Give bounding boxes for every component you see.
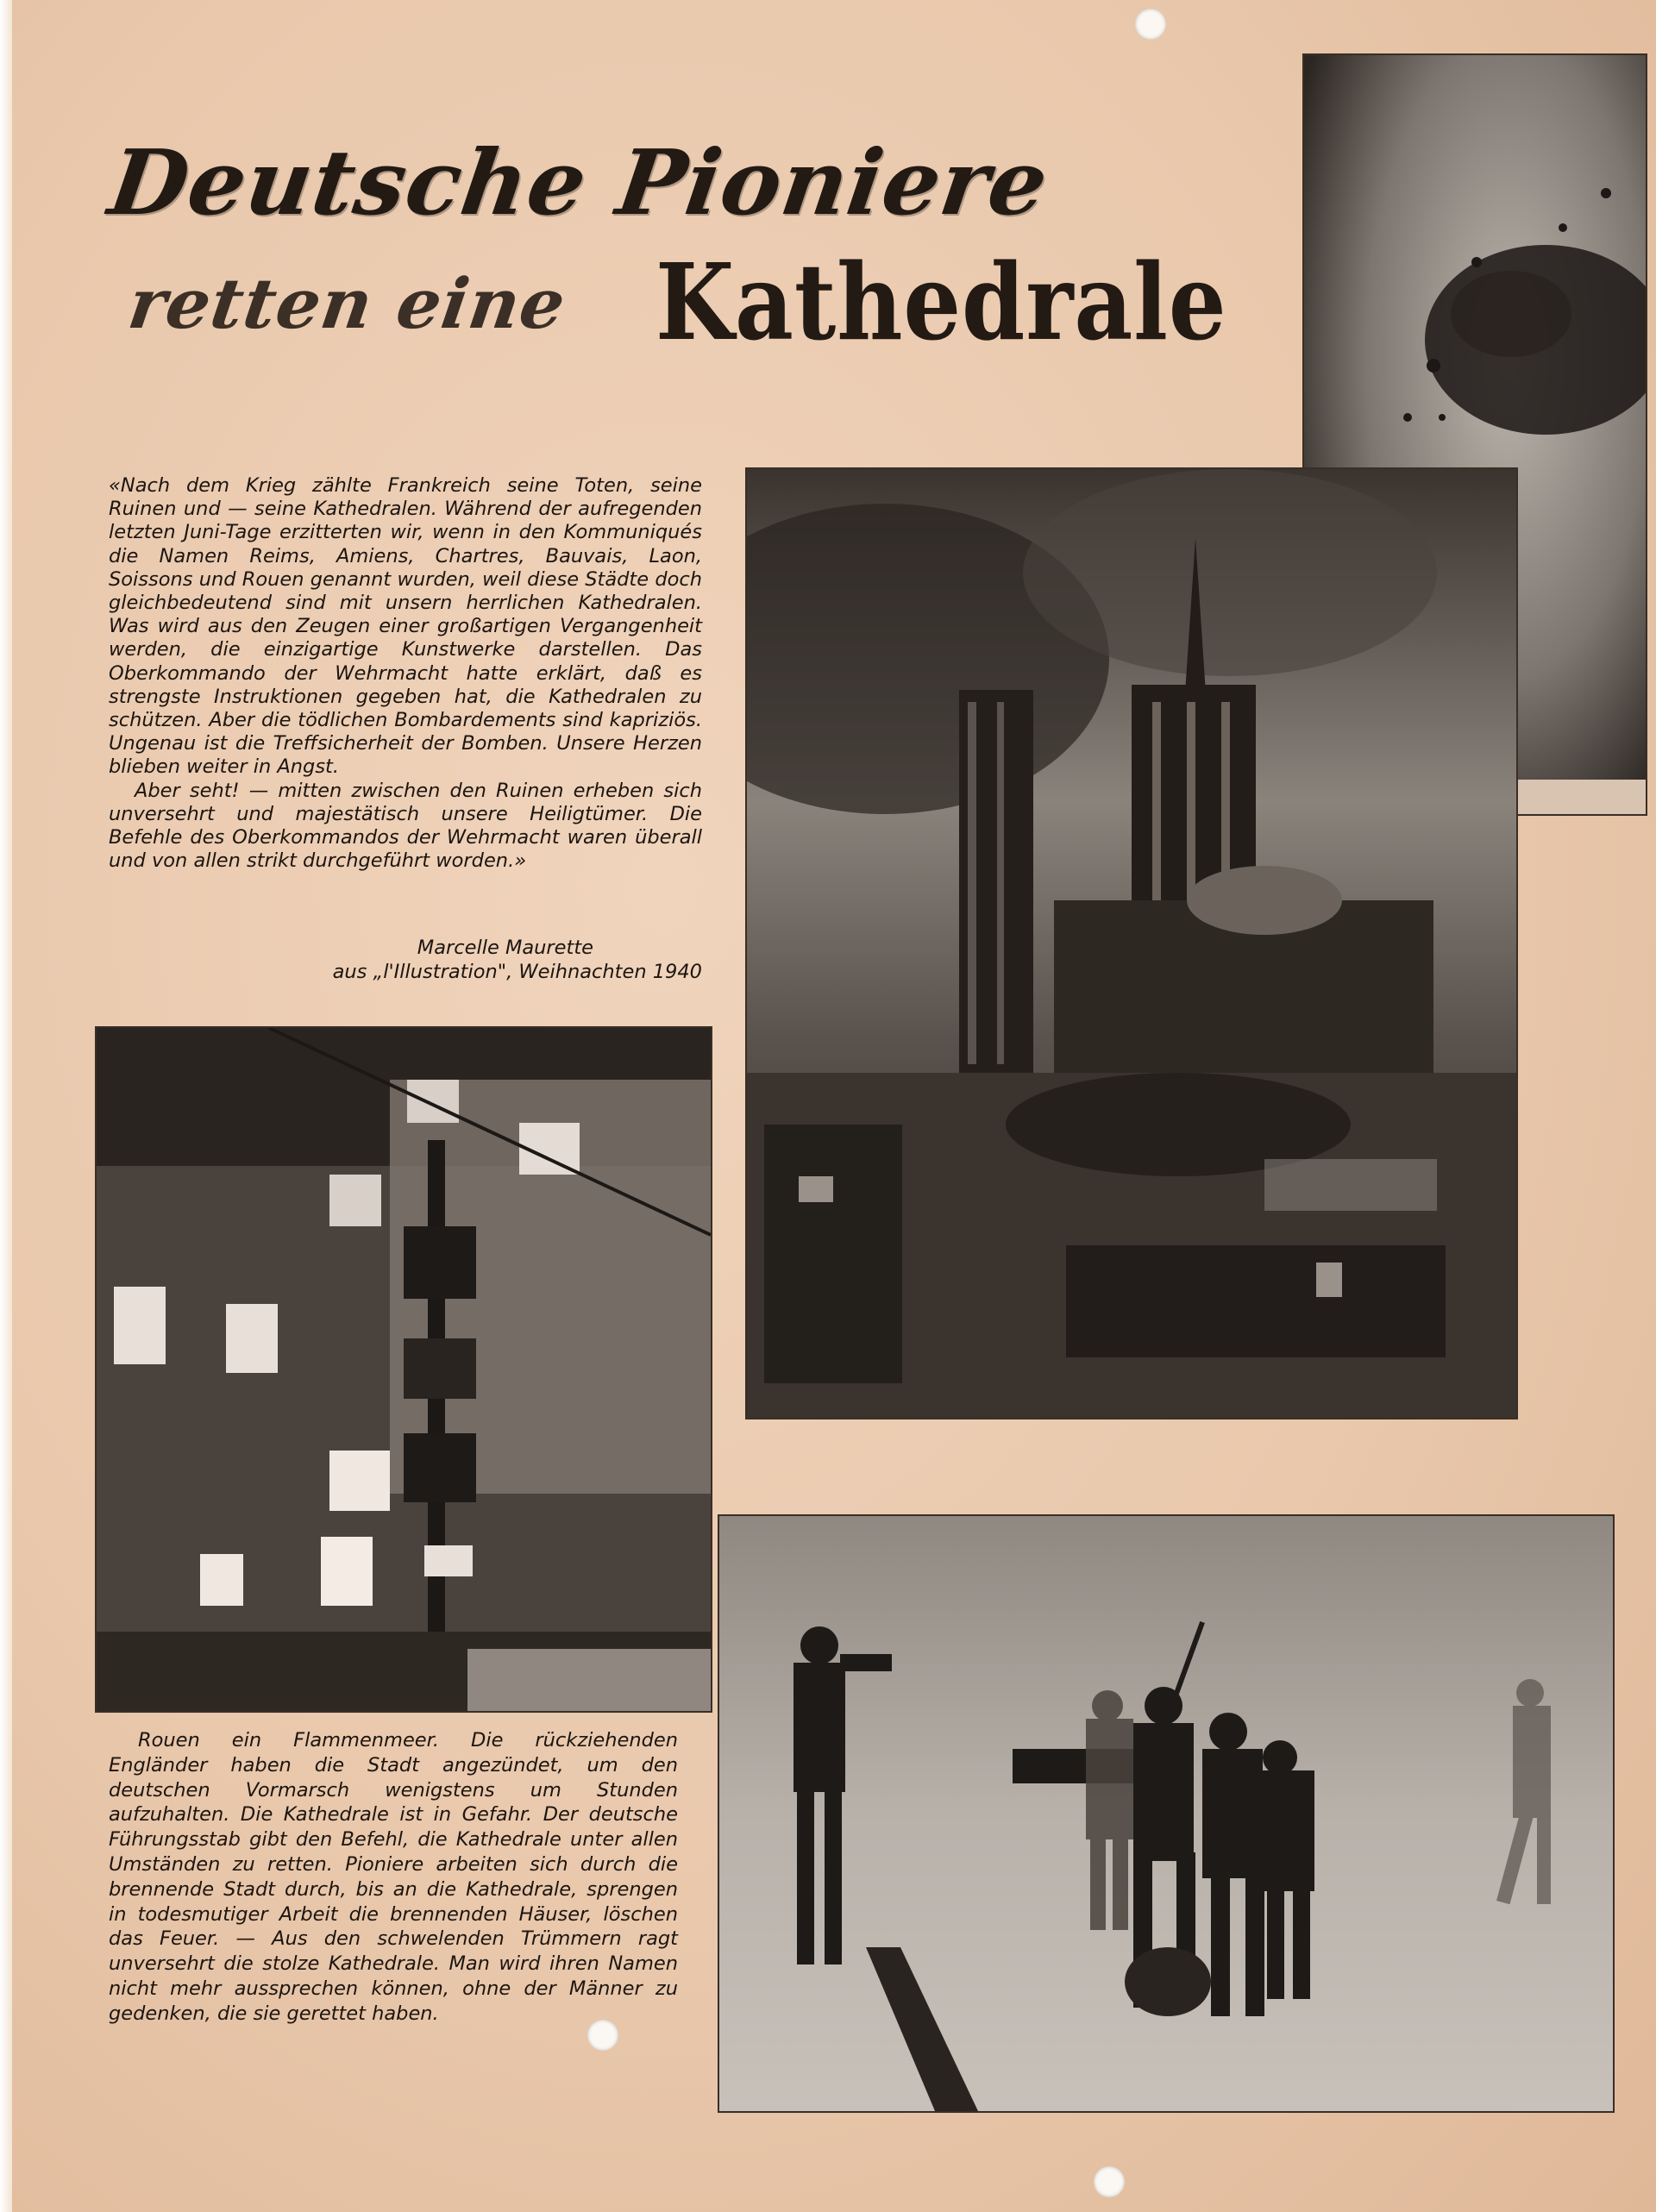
scan-edge	[0, 0, 12, 2212]
credit-author: Marcelle Maurette	[417, 937, 593, 959]
quote-credit	[109, 936, 702, 984]
photo-rouen-cathedral	[745, 467, 1518, 1419]
headline-line-3: Kathedrale	[656, 240, 1227, 364]
photo-burning-rouen	[95, 1026, 712, 1713]
headline-line-1: Deutsche Pioniere	[103, 129, 1055, 235]
caption-text: Rouen ein Flammenmeer. Die rückziehenden Engländer haben die Stadt angezündet, um den deutschen Vormarsch wenigstens um Stunden aufzuhalten. Die Kathedrale ist in Gefahr. Der deutsche Führungsstab gibt den Befehl, die Kathedrale unter allen Umständen zu retten. Pioniere arbeiten sich durch die brennende Stadt durch, bis an die Kathedrale, sprengen in todesmutiger Arbeit die brennenden Häuser, löschen das Feuer. — Aus den schwelenden Trümmern ragt unversehrt die stolze Kathedrale. Man wird ihren Namen nicht mehr aussprechen können, ohne der Männer zu gedenken, die sie gerettet haben.	[109, 1729, 678, 2025]
photo-pioneers-in-smoke	[718, 1514, 1615, 2113]
punch-hole	[1094, 2166, 1125, 2197]
intro-quote	[109, 474, 702, 873]
intro-paragraph-1: «Nach dem Krieg zählte Frankreich seine Toten, seine Ruinen und — seine Kathedralen. Während der aufregenden letzten Juni-Tage erzitterten wir, wenn in den Kommuniqués die Namen Reims, Amiens, Chartres, Bauvais, Laon, Soissons und Rouen genannt wurden, weil diese Städte doch gleichbedeutend sind mit unsern herrlichen Kathedralen. Was wird aus den Zeugen einer großartigen Vergangenheit werden, die einzigartige Kunstwerke darstellen. Das Oberkommando der Wehrmacht hatte erklärt, daß es strengste Instruktionen gegeben hat, die Kathedralen zu schützen. Aber die tödlichen Bombardements sind kapriziös. Ungenau ist die Treffsicherheit der Bomben. Unsere Herzen blieben weiter in Angst.	[109, 474, 702, 779]
punch-hole	[1135, 9, 1166, 40]
intro-paragraph-2: Aber seht! — mitten zwischen den Ruinen erheben sich unversehrt und majestätisch unsere Heiligtümer. Die Befehle des Oberkommandos der Wehrmacht waren überall und von allen strikt durchgeführt worden.»	[109, 779, 702, 873]
credit-source: aus „l'Illustration", Weihnachten 1940	[332, 961, 702, 983]
photo-caption	[109, 1728, 678, 2027]
headline-line-2: retten eine	[123, 263, 571, 344]
